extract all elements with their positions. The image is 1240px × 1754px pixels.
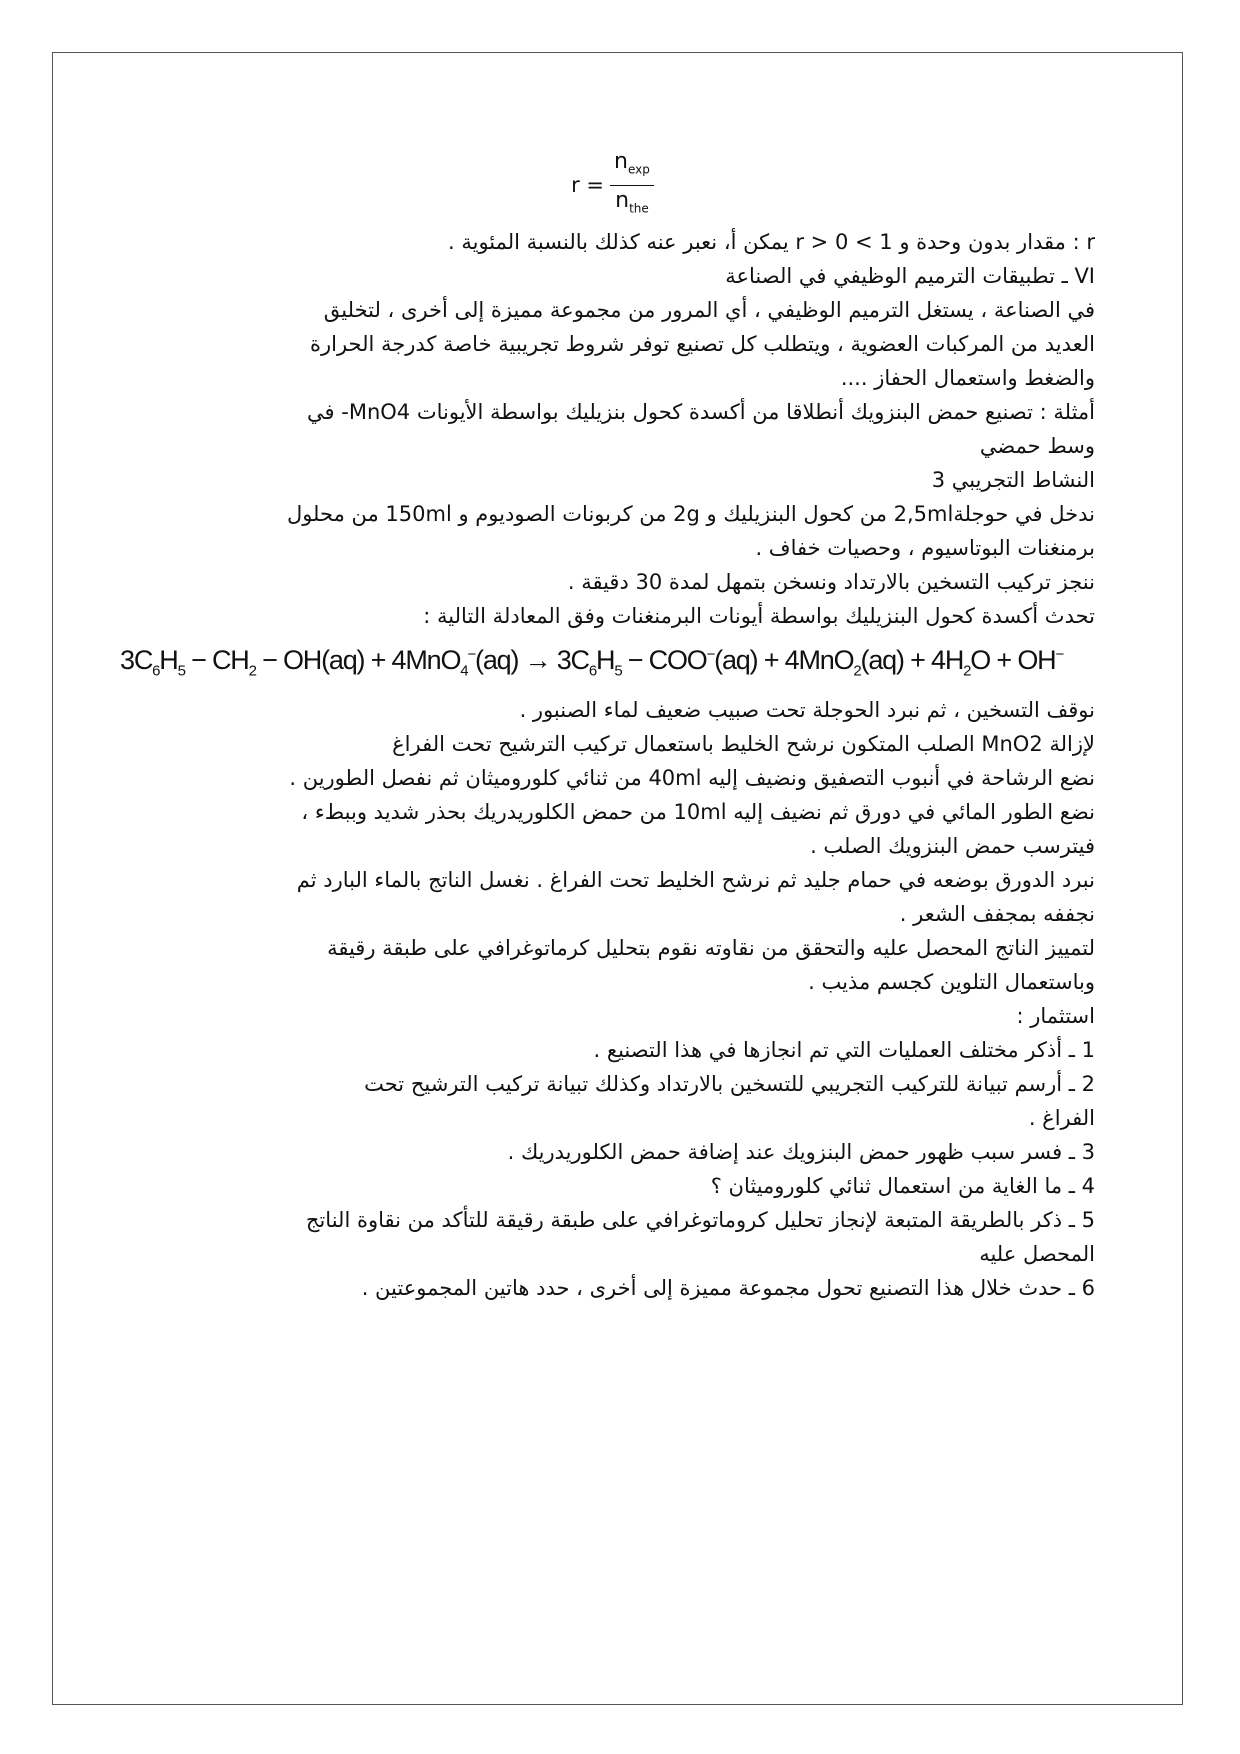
- text-line: فيترسب حمض البنزويك الصلب .: [810, 834, 1095, 859]
- text-line: ندخل في حوجلة2,5ml من كحول البنزيليك و 2g من كربونات الصوديوم و 150ml من محلول: [286, 502, 1095, 526]
- chemical-equation: $3C_6H_5 - CH_2 - OH(aq) + 4MnO_4^-(aq) \to 3C_6H_5 - COO^-(aq) + 4MnO_2(aq) + 4H_2O + OH^-$: [120, 645, 1063, 680]
- text-line: نضع الرشاحة في أنبوب التصفيق ونضيف إليه 40ml من ثنائي كلوروميثان ثم نفصل الطورين .: [289, 766, 1095, 791]
- question-4: 4 ـ ما الغاية من استعمال ثنائي كلوروميثان ؟: [710, 1174, 1095, 1199]
- text-line: تحدث أكسدة كحول البنزيليك بواسطة أيونات البرمنغنات وفق المعادلة التالية :: [423, 604, 1095, 628]
- text-line: ننجز تركيب التسخين بالارتداد ونسخن بتمهل لمدة 30 دقيقة .: [567, 570, 1095, 594]
- text-line: أمثلة : تصنيع حمض البنزويك أنطلاقا من أكسدة كحول بنزيليك بواسطة الأيونات MnO4- في: [307, 400, 1095, 424]
- text-line: العديد من المركبات العضوية ، ويتطلب كل تصنيع توفر شروط تجريبية خاصة كدرجة الحرارة: [309, 332, 1095, 356]
- text-line: r : مقدار بدون وحدة و 1 > r > 0 يمكن أ، نعبر عنه كذلك بالنسبة المئوية .: [447, 230, 1095, 254]
- document-body: [120, 145, 1095, 1305]
- question-6: 6 ـ حدث خلال هذا التصنيع تحول مجموعة مميزة إلى أخرى ، حدد هاتين المجموعتين .: [361, 1276, 1095, 1301]
- text-line: نبرد الدورق بوضعه في حمام جليد ثم نرشح الخليط تحت الفراغ . نغسل الناتج بالماء البارد ثم: [296, 868, 1095, 893]
- yield-formula: [130, 145, 1095, 225]
- question-5-cont: المحصل عليه: [979, 1242, 1095, 1267]
- formula-fraction: [610, 147, 654, 223]
- question-5: 5 ـ ذكر بالطريقة المتبعة لإنجاز تحليل كروماتوغرافي على طبقة رقيقة للتأكد من نقاوة الناتج: [305, 1208, 1095, 1233]
- formula-lhs: r =: [571, 173, 605, 197]
- text-line: برمنغنات البوتاسيوم ، وحصيات خفاف .: [755, 536, 1095, 560]
- text-line: لتمييز الناتج المحصل عليه والتحقق من نقاوته نقوم بتحليل كرماتوغرافي على طبقة رقيقة: [327, 936, 1095, 961]
- text-line: نجففه بمجفف الشعر .: [899, 902, 1095, 927]
- text-line: في الصناعة ، يستغل الترميم الوظيفي ، أي المرور من مجموعة مميزة إلى أخرى ، لتخليق: [323, 298, 1095, 322]
- text-line: نوقف التسخين ، ثم نبرد الحوجلة تحت صبيب ضعيف لماء الصنبور .: [519, 698, 1095, 723]
- section-heading: VI ـ تطبيقات الترميم الوظيفي في الصناعة: [725, 264, 1095, 288]
- question-1: 1 ـ أذكر مختلف العمليات التي تم انجازها في هذا التصنيع .: [593, 1038, 1095, 1063]
- text-line: نضع الطور المائي في دورق ثم نضيف إليه 10ml من حمض الكلوريدريك بحذر شديد وببطء ،: [301, 800, 1095, 825]
- text-line: لإزالة MnO2 الصلب المتكون نرشح الخليط باستعمال تركيب الترشيح تحت الفراغ: [392, 732, 1095, 757]
- text-line: والضغط واستعمال الحفاز ....: [840, 366, 1095, 390]
- text-line: وباستعمال التلوين كجسم مذيب .: [808, 970, 1095, 995]
- question-3: 3 ـ فسر سبب ظهور حمض البنزويك عند إضافة حمض الكلوريدريك .: [507, 1140, 1095, 1165]
- formula-numerator: $n_{exp}$: [614, 149, 650, 177]
- activity-heading: النشاط التجريبي 3: [931, 468, 1095, 492]
- question-2-cont: الفراغ .: [1028, 1106, 1095, 1131]
- question-2: 2 ـ أرسم تبيانة للتركيب التجريبي للتسخين بالارتداد وكذلك تبيانة تركيب الترشيح تحت: [364, 1072, 1095, 1097]
- text-line: وسط حمضي: [979, 434, 1095, 458]
- formula-denominator: $n_{the}$: [615, 187, 649, 215]
- exploitation-heading: استثمار :: [1016, 1004, 1095, 1029]
